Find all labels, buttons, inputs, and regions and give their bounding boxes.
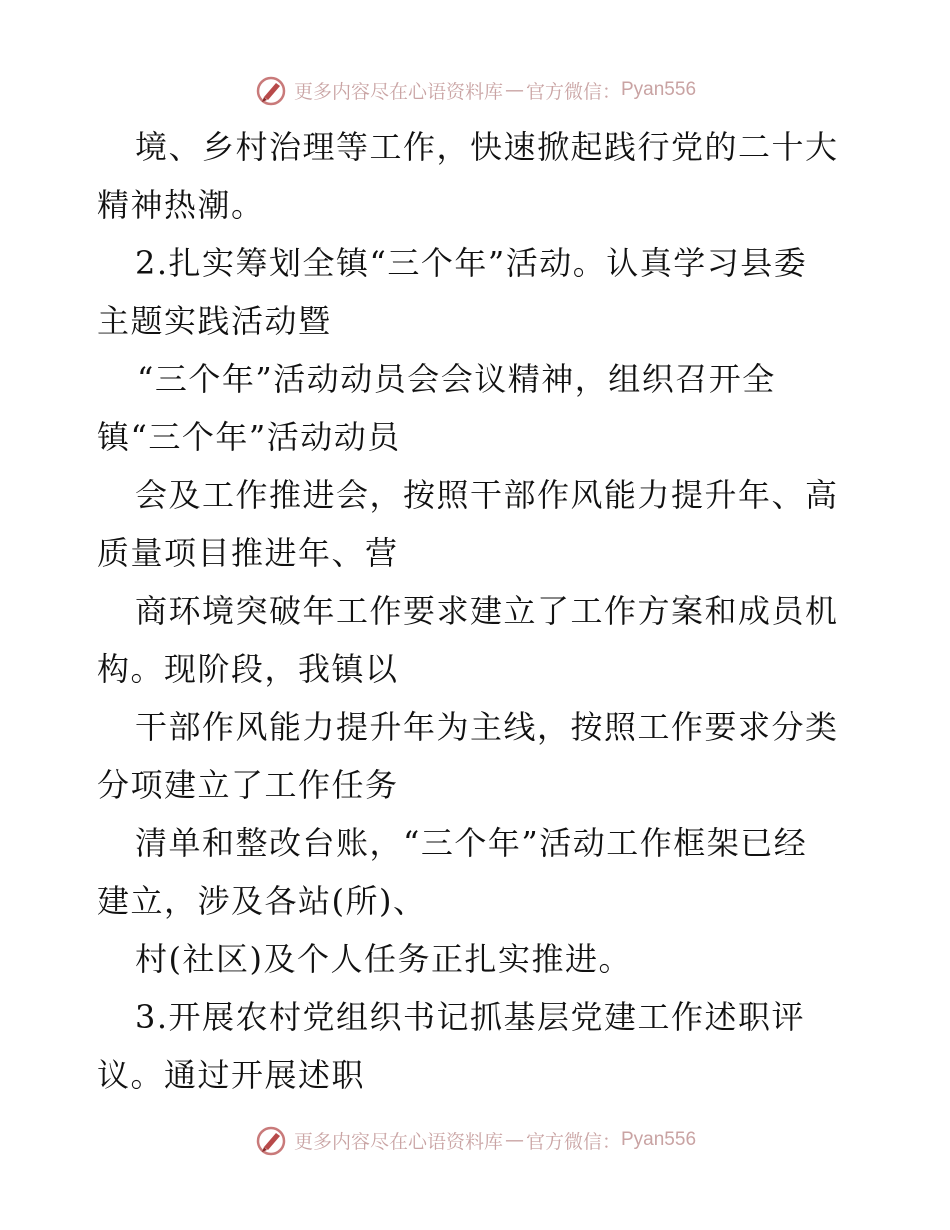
pen-seal-icon <box>254 73 288 107</box>
body-line: 建立，涉及各站(所)、 <box>97 882 427 920</box>
body-line: 构。现阶段，我镇以 <box>97 650 399 688</box>
watermark-separator: — <box>504 79 524 101</box>
header-watermark <box>0 70 950 110</box>
body-line: 商环境突破年工作要求建立了工作方案和成员机 <box>135 592 839 630</box>
document-body <box>97 118 857 1104</box>
body-line: “三个年”活动动员会会议精神，组织召开全 <box>137 360 776 398</box>
watermark-separator: — <box>504 1129 524 1151</box>
body-line: 干部作风能力提升年为主线，按照工作要求分类 <box>135 708 839 746</box>
body-line: 3.开展农村党组织书记抓基层党建工作述职评 <box>135 998 806 1036</box>
watermark-contact: 官方微信： <box>525 1130 621 1153</box>
body-line: 议。通过开展述职 <box>97 1056 366 1094</box>
watermark-text: 更多内容尽在心语资料库 <box>293 1130 503 1153</box>
body-line: 村(社区)及个人任务正扎实推进。 <box>135 940 632 978</box>
body-line: 清单和整改台账，“三个年”活动工作框架已经 <box>135 824 808 862</box>
watermark-id: Pyan556 <box>621 79 697 100</box>
body-line: 主题实践活动暨 <box>97 302 332 340</box>
body-line: 分项建立了工作任务 <box>97 766 399 804</box>
watermark-contact: 官方微信： <box>525 80 621 103</box>
watermark-text: 更多内容尽在心语资料库 <box>293 80 503 103</box>
body-line: 境、乡村治理等工作，快速掀起践行党的二十大 <box>135 128 839 166</box>
body-line: 会及工作推进会，按照干部作风能力提升年、高 <box>135 476 839 514</box>
body-line: 镇“三个年”活动动员 <box>97 418 401 456</box>
pen-seal-icon <box>254 1123 288 1157</box>
footer-watermark <box>0 1120 950 1160</box>
watermark-id: Pyan556 <box>621 1129 697 1150</box>
body-line: 精神热潮。 <box>97 186 265 224</box>
body-line: 质量项目推进年、营 <box>97 534 399 572</box>
body-line: 2.扎实筹划全镇“三个年”活动。认真学习县委 <box>135 244 808 282</box>
